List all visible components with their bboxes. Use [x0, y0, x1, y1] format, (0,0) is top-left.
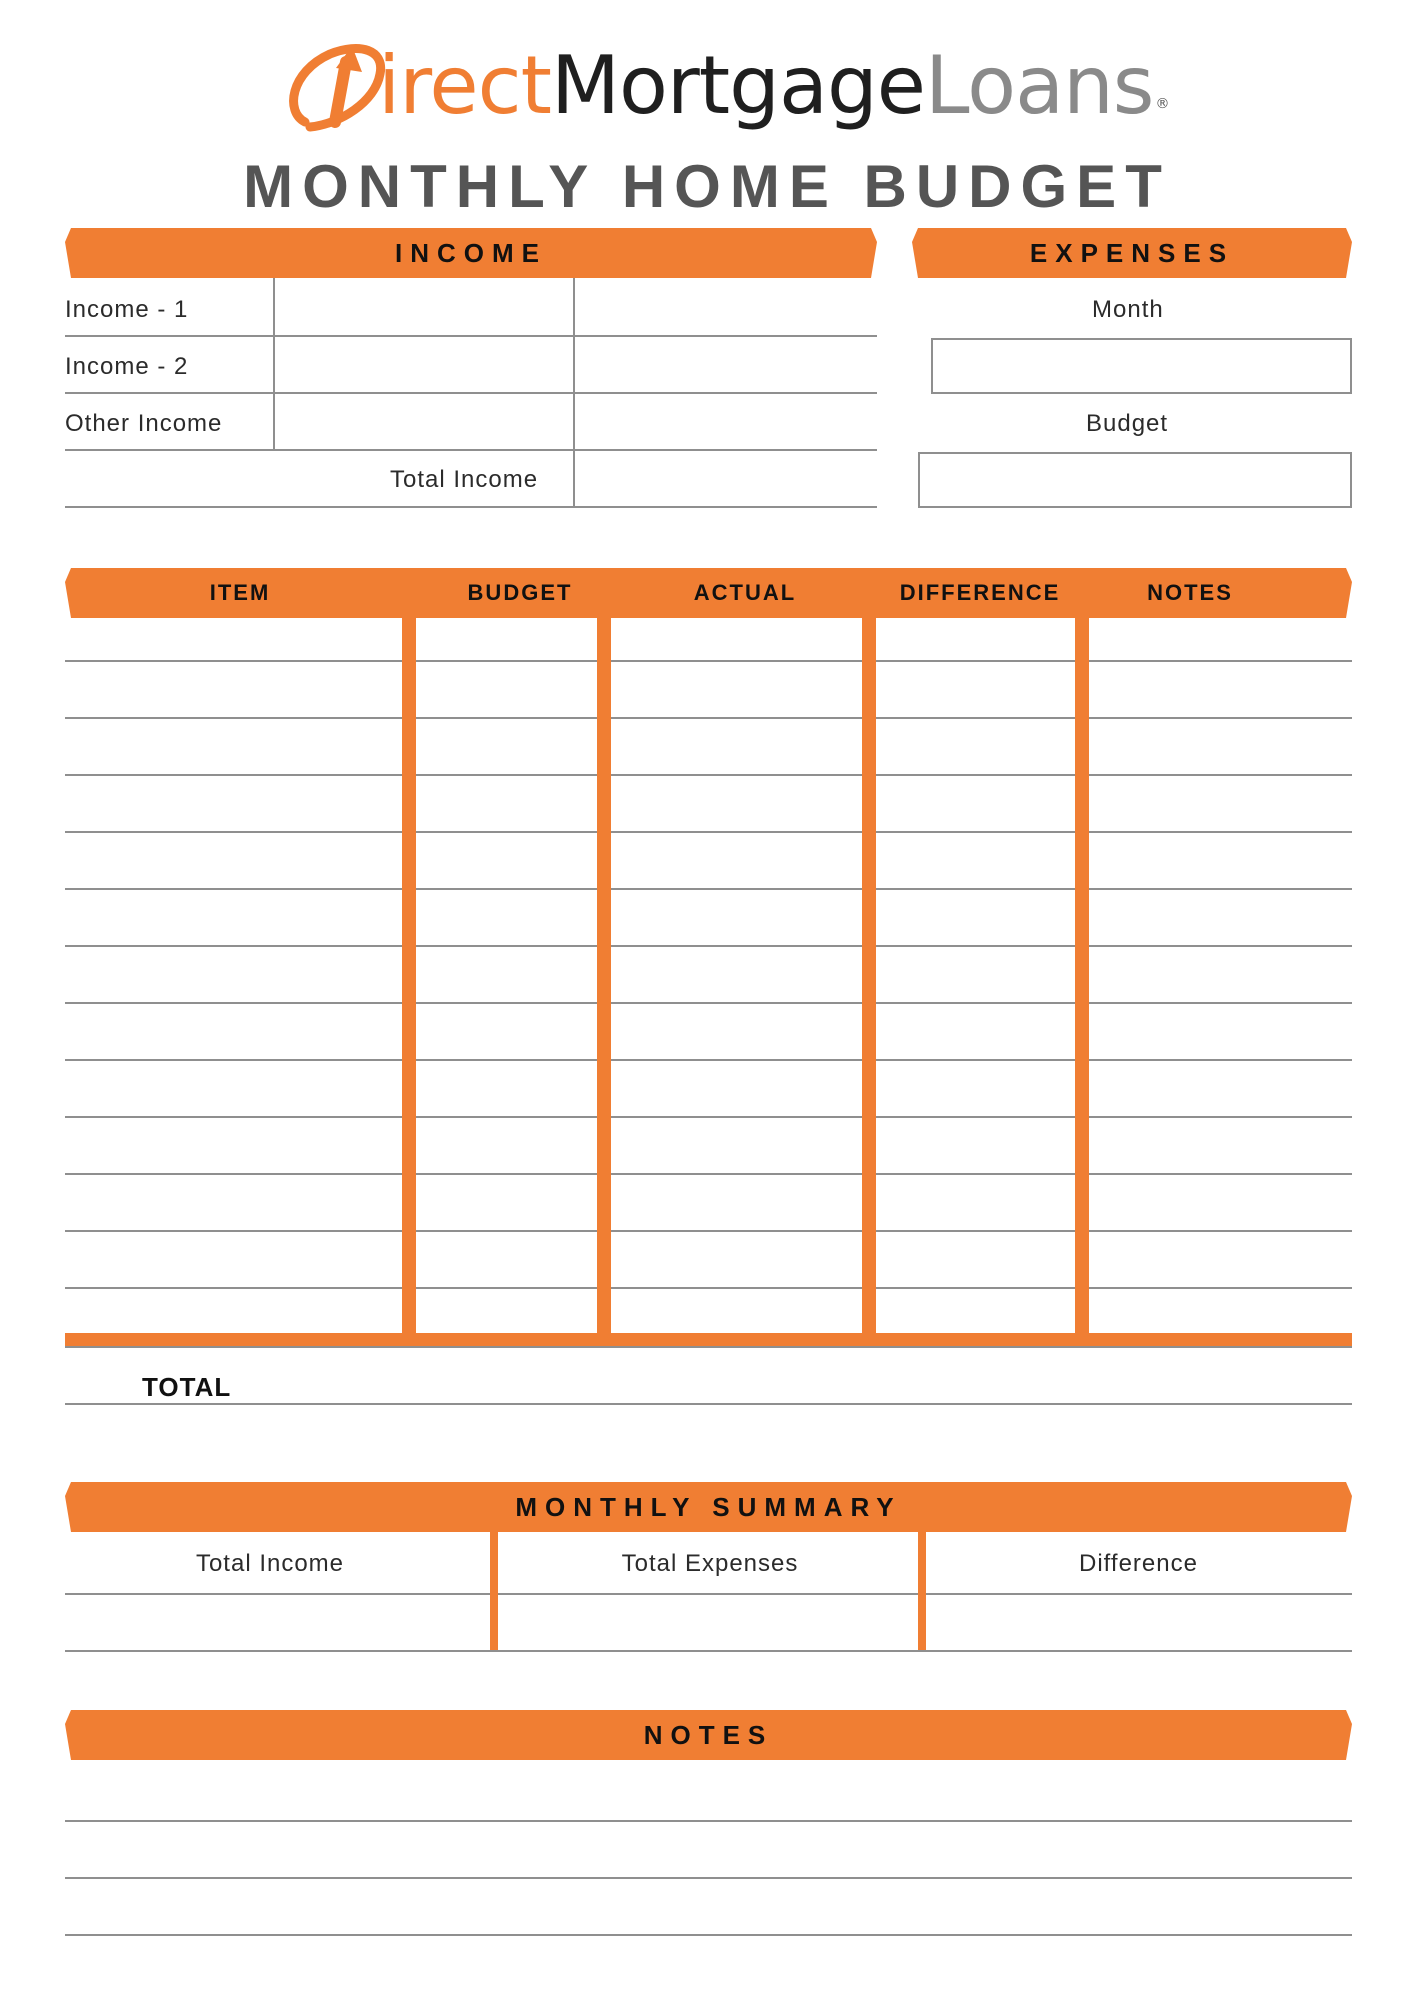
expense-row[interactable] [65, 1118, 1352, 1172]
income-1-label: Income - 1 [65, 296, 189, 323]
brand-direct-text: irect [378, 39, 551, 132]
col-head-budget: BUDGET [467, 580, 573, 605]
expense-row[interactable] [65, 890, 1352, 944]
income-row-divider [65, 506, 877, 508]
col-head-actual: ACTUAL [693, 580, 797, 605]
total-row-bottom-rule [65, 1403, 1352, 1405]
income-header: INCOME [395, 238, 547, 268]
brand-logo [280, 32, 1169, 142]
income-1-amount-1[interactable] [276, 280, 572, 334]
other-income-amount-1[interactable] [276, 394, 572, 448]
summary-difference-label: Difference [1079, 1550, 1198, 1577]
income-col-divider [573, 278, 575, 506]
brand-mortgage-text: Mortgage [550, 39, 925, 132]
total-row[interactable] [260, 1350, 1350, 1402]
page-title: MONTHLY HOME BUDGET [243, 153, 1171, 220]
table-col-divider [402, 618, 416, 1344]
expense-row[interactable] [65, 1004, 1352, 1058]
expense-row[interactable] [65, 776, 1352, 830]
brand-loans-text: Loans [924, 39, 1154, 132]
expense-row[interactable] [65, 719, 1352, 773]
income-col-divider [273, 278, 275, 449]
notes-area[interactable] [65, 1765, 1352, 1935]
brand-wordmark [378, 38, 1169, 134]
income-2-label: Income - 2 [65, 353, 189, 380]
income-1-amount-2[interactable] [576, 280, 876, 334]
notes-banner [65, 1710, 1352, 1760]
col-head-notes: NOTES [1147, 580, 1233, 605]
total-row-top-rule [65, 1346, 1352, 1348]
summary-row-divider [65, 1650, 1352, 1652]
expense-row[interactable] [65, 662, 1352, 716]
income-2-amount-1[interactable] [276, 337, 572, 391]
expense-row[interactable] [65, 1061, 1352, 1115]
summary-difference-field[interactable] [927, 1596, 1351, 1649]
summary-banner [65, 1482, 1352, 1532]
table-col-divider [597, 618, 611, 1344]
expense-row[interactable] [65, 833, 1352, 887]
col-head-item: ITEM [209, 580, 271, 605]
summary-total-income-label: Total Income [195, 1550, 345, 1577]
summary-header: MONTHLY SUMMARY [515, 1492, 902, 1522]
notes-header: NOTES [643, 1720, 774, 1750]
expense-row[interactable] [65, 1232, 1352, 1286]
other-income-label: Other Income [65, 410, 223, 437]
summary-row-divider [65, 1593, 1352, 1595]
budget-label: Budget [1086, 410, 1169, 437]
total-label: TOTAL [142, 1372, 232, 1402]
month-field[interactable] [931, 338, 1352, 394]
summary-total-expenses-field[interactable] [499, 1596, 917, 1649]
income-banner [65, 228, 877, 278]
budget-field[interactable] [918, 452, 1352, 508]
summary-total-expenses-label: Total Expenses [621, 1550, 799, 1577]
total-income-amount[interactable] [576, 451, 876, 505]
income-2-amount-2[interactable] [576, 337, 876, 391]
month-label: Month [1092, 296, 1164, 323]
col-head-difference: DIFFERENCE [899, 580, 1061, 605]
expense-row[interactable] [65, 1175, 1352, 1229]
expense-table-header [65, 568, 1352, 618]
brand-d-swoosh-icon [280, 32, 390, 142]
table-col-divider [862, 618, 876, 1344]
expenses-banner [912, 228, 1352, 278]
table-bottom-bar [65, 1333, 1352, 1347]
total-income-label: Total Income [390, 466, 539, 493]
expense-row[interactable] [65, 947, 1352, 1001]
summary-total-income-field[interactable] [65, 1596, 489, 1649]
summary-col-divider [918, 1532, 926, 1650]
registered-mark: ® [1155, 96, 1169, 112]
other-income-amount-2[interactable] [576, 394, 876, 448]
summary-col-divider [490, 1532, 498, 1650]
expenses-header: EXPENSES [1029, 238, 1235, 268]
table-col-divider [1075, 618, 1089, 1344]
